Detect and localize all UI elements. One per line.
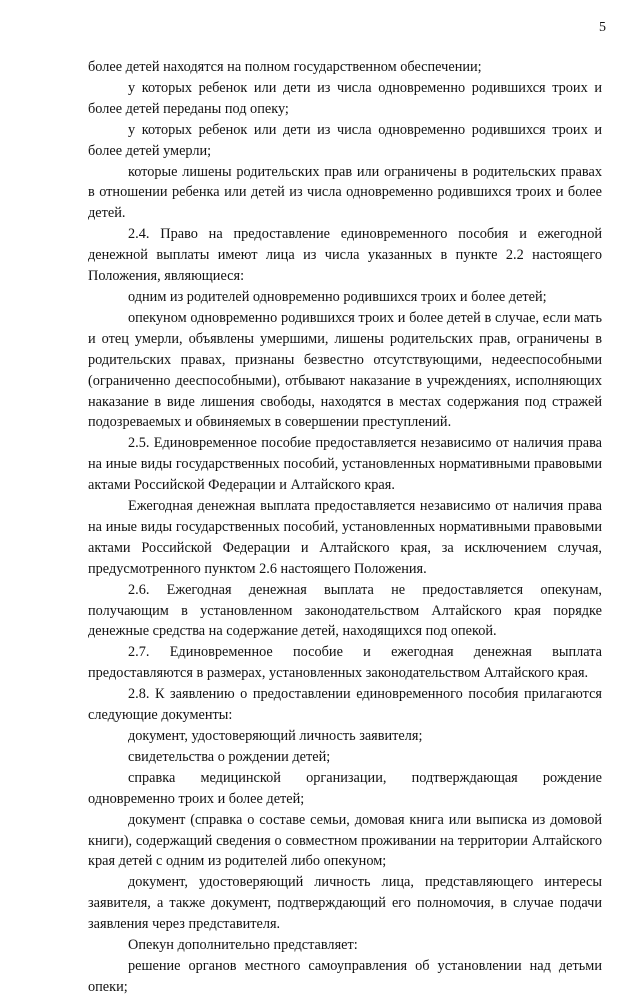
paragraph: Опекун дополнительно представляет:: [128, 937, 358, 954]
paragraph: более детей находятся на полном государственном обеспечении;: [88, 59, 482, 75]
paragraph: свидетельства о рождении детей;: [128, 748, 331, 765]
paragraph: документ (справка о составе семьи, домовая книга или выписка из домовой книги), содержащий сведения о совместном проживании на территории Алтайского края детей с одним из родителей либо опекуном;: [88, 811, 602, 870]
paragraph: документ, удостоверяющий личность заявителя;: [128, 728, 423, 744]
paragraph: Ежегодная денежная выплата предоставляется независимо от наличия права на иные виды государственных пособий, установленных нормативными правовыми актами Российской Федерации и Алтайского края, за исключением случая, предусмотренного пунктом 2.6 настоящего Положения.: [88, 498, 602, 577]
paragraph: 2.6. Ежегодная денежная выплата не предоставляется опекунам, получающим в установленном законодательством Алтайского края порядке денежные средства на содержание детей, находящихся под опекой.: [88, 581, 602, 640]
paragraph: 2.8. К заявлению о предоставлении единовременного пособия прилагаются следующие документы:: [88, 686, 602, 724]
paragraph: решение органов местного самоуправления об установлении над детьми опеки;: [88, 957, 602, 995]
paragraph: документ, удостоверяющий личность лица, представляющего интересы заявителя, а также документ, подтверждающий его полномочия, в случае подачи заявления через представителя.: [88, 874, 602, 933]
page-number: 5: [599, 20, 606, 35]
document-body: [88, 57, 602, 998]
paragraph: 2.4. Право на предоставление единовременного пособия и ежегодной денежной выплаты имеют лица из числа указанных в пункте 2.2 настоящего Положения, являющиеся:: [88, 226, 602, 285]
paragraph: 2.7. Единовременное пособие и ежегодная денежная выплата предоставляются в размерах, установленных законодательством Алтайского края.: [88, 644, 602, 682]
paragraph: которые лишены родительских прав или ограничены в родительских правах в отношении ребенка или детей из числа одновременно родившихся троих и более детей.: [88, 163, 602, 222]
paragraph: одним из родителей одновременно родившихся троих и более детей;: [128, 288, 547, 305]
paragraph: у которых ребенок или дети из числа одновременно родившихся троих и более детей переданы под опеку;: [88, 79, 602, 117]
paragraph: справка медицинской организации, подтверждающая рождение одновременно троих и более детей;: [88, 769, 602, 807]
paragraph: 2.5. Единовременное пособие предоставляется независимо от наличия права на иные виды государственных пособий, установленных нормативными правовыми актами Российской Федерации и Алтайского края.: [88, 435, 602, 494]
paragraph: у которых ребенок или дети из числа одновременно родившихся троих и более детей умерли;: [88, 121, 602, 159]
paragraph: опекуном одновременно родившихся троих и более детей в случае, если мать и отец умерли, объявлены умершими, лишены родительских прав, ограничены в родительских правах, признаны безвестно отсутствующими, недееспособными (ограниченно дееспособными), отбывают наказание в учреждениях, исполняющих наказание в виде лишения свободы, находятся в местах содержания под стражей подозреваемых и обвиняемых в совершении преступлений.: [88, 309, 602, 431]
